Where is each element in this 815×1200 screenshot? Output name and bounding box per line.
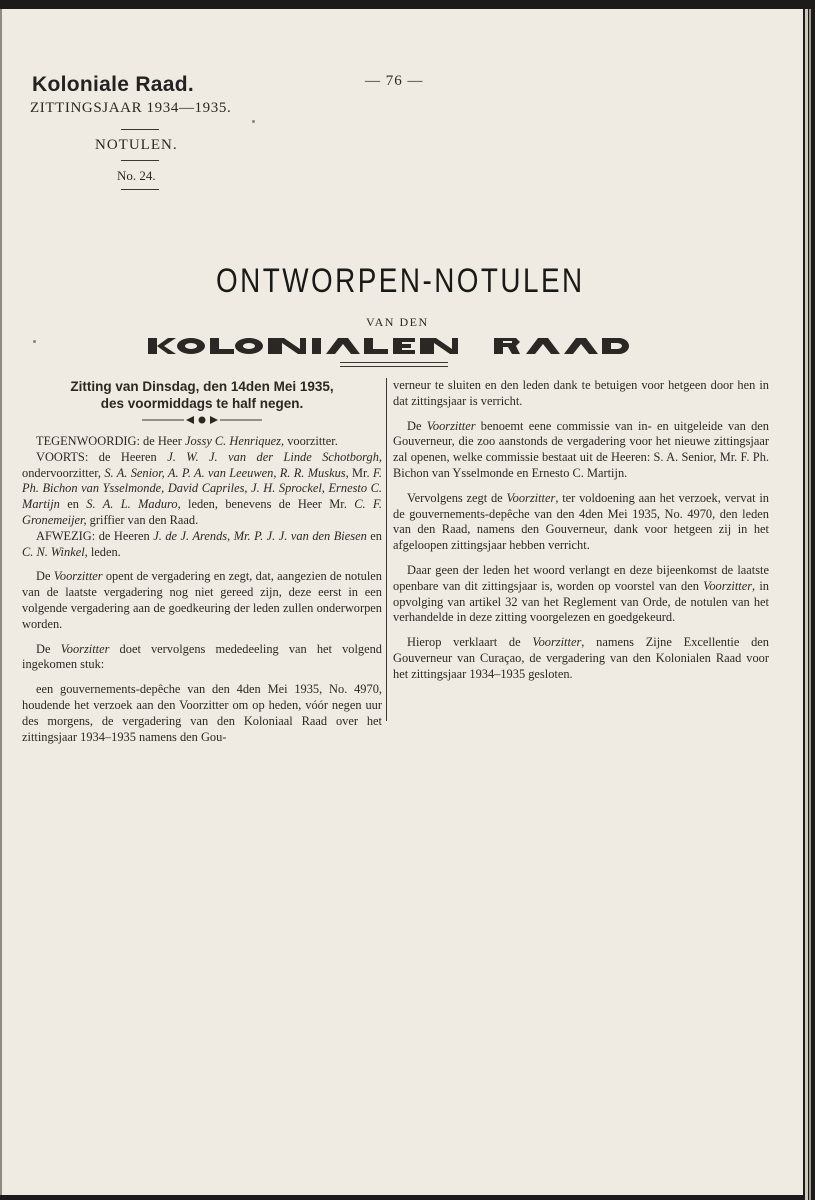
session-line-1: Zitting van Dinsdag, den 14den Mei 1935, [70,379,334,394]
paragraph: De Voorzitter opent de vergadering en zegt, dat, aangezien de notulen van de laatste vergadering nog niet gereed zijn, deze eerst in een volgende vergadering aan de goedkeuring der leden zullen onderworpen worden. [22,569,383,631]
document-subtitle: VAN DEN [366,315,429,329]
paragraph: verneur te sluiten en den leden dank te betuigen voor hetgeen door hen in dat zittingsjaar is verricht. [393,378,769,408]
divider [121,129,159,130]
session-heading [22,378,382,412]
ornament-divider [22,414,382,428]
council-title: Koloniale Raad. [32,73,195,96]
paragraph: een gouvernements-depêche van den 4den Mei 1935, No. 4970, houdende het verzoek aan den Voorzitter om op heden, vóór negen uur des morgens, de vergadering van den Koloniaal Raad over het zittingsjaar 1934–1935 namens den Gou- [22,682,382,744]
attendance-present: TEGENWOORDIG: de Heer Jossy C. Henriquez, voorzitter. [36,434,338,448]
left-column [22,378,382,754]
page-edge-shadow [809,9,811,1200]
column-divider [386,378,387,721]
decorative-title-kolonialen-raad [148,335,630,357]
attendance-also: VOORTS: de Heeren J. W. J. van der Linde Schotborgh, ondervoorzitter, S. A. Senior, A. P. A. van Leeuwen, R. R. Muskus, Mr. F. Ph. Bichon van Ysselmonde, David Capriles, J. H. Sprockel, Ernesto C. Martijn en S. A. L. Maduro, leden, benevens de Heer Mr. C. F. Gronemeijer, griffier van den Raad. [22,449,382,527]
paper-speck [33,340,36,343]
divider [121,189,159,190]
paragraph: Vervolgens zegt de Voorzitter, ter voldoening aan het verzoek, vervat in de gouvernements-depêche van den 4den Mei 1935, No. 4970, den leden van den Raad, namens den Gouverneur, dank voor hetgeen zij in het afgeloopen zittingsjaar hebben verricht. [393,490,769,553]
paragraph: De Voorzitter benoemt eene commissie van in- en uitgeleide van den Gouverneur, die zoo aanstonds de vergadering voor het nieuwe zittingsjaar zal openen, welke commissie bestaat uit de Heeren: S. A. Senior, Mr. F. Ph. Bichon van Ysselmonde en Ernesto C. Martijn. [393,418,769,480]
session-line-2: des voormiddags te half negen. [100,396,304,411]
paragraph: Daar geen der leden het woord verlangt en deze bijeenkomst de laatste openbare van dit zittingsjaar is, worden op voorstel van den Voorzitter, in opvolging van artikel 32 van het Reglement van Orde, de notulen van het verhandelde in deze zitting voorgelezen en goedgekeurd. [393,562,769,625]
page-number: — 76 — [365,73,424,89]
paragraph: De Voorzitter doet vervolgens mededeeling van het volgend ingekomen stuk: [22,641,383,672]
divider [121,160,159,161]
document-number: No. 24. [117,168,156,183]
document-title: ONTWORPEN-NOTULEN [216,262,585,300]
page-edge [805,9,808,1200]
double-rule-top [340,362,448,363]
paragraph: Hierop verklaart de Voorzitter, namens Zijne Excellentie den Gouverneur van Curaçao, de vergadering van den Kolonialen Raad voor het zittingsjaar 1934–1935 gesloten. [393,635,770,681]
section-label: NOTULEN. [95,137,178,153]
attendance-absent: AFWEZIG: de Heeren J. de J. Arends, Mr. P. J. J. van den Biesen en C. N. Winkel, leden. [22,528,382,559]
double-rule-bottom [340,366,448,367]
ornament-icon [142,414,262,426]
right-column [393,378,769,692]
session-year: ZITTINGSJAAR 1934—1935. [30,100,232,116]
paper-speck [252,120,255,123]
